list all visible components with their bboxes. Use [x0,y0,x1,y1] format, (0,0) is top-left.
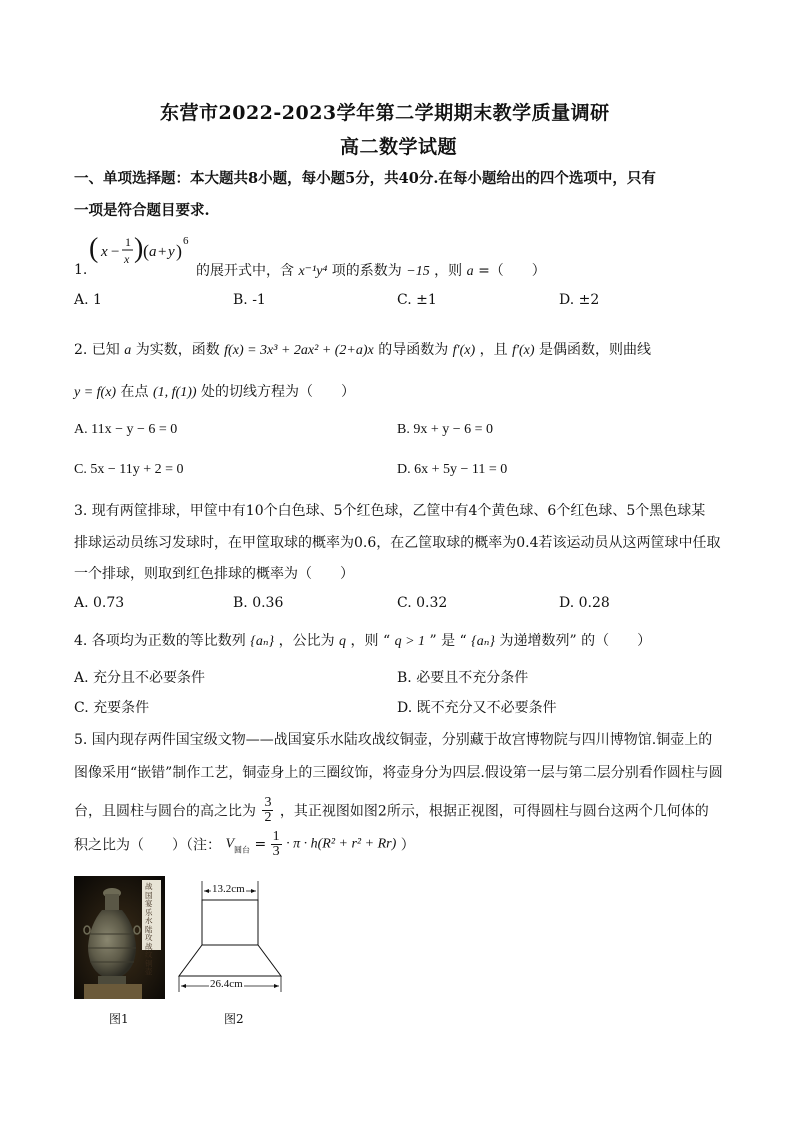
q4-e: 为递增数列” 的（ ） [499,633,652,649]
q1-text-d: =（ ） [478,263,546,279]
q4-q: q [339,634,347,649]
q5-frac-num: 3 [264,795,272,810]
svg-text:x: x [124,252,130,266]
svg-text:x: x [101,244,108,260]
figure-1-caption: 图1 [109,1012,129,1026]
q5-line2: 图像采用“嵌错”制作工艺，铜壶身上的三圈纹饰，将壶身分为四层.假设第一层与第二层分别看作圆柱与圆 [74,765,723,781]
svg-text:): ) [134,233,144,264]
q4-a: 4. 各项均为正数的等比数列 [74,633,246,649]
q1-text-c: ，则 [434,263,463,279]
q1-stem [196,260,546,280]
q1-expression-svg [89,230,193,274]
q4-option-d[interactable]: D. 既不充分又不必要条件 [397,700,557,716]
q2-l2-b: 处的切线方程为（ ） [201,384,355,400]
q2-l1-fp: f′(x) [452,343,476,358]
q1-value: −15 [406,264,430,279]
q3-line3: 一个排球，则取到红色排球的概率为（ ） [74,566,354,582]
q4-b: ，公比为 [278,633,335,649]
q5-l3-a: 台，且圆柱与圆台的高之比为 [74,803,256,820]
q1-term: x⁻¹y⁴ [298,264,328,279]
q4-cond: q > 1 [394,634,426,649]
q2-option-d[interactable]: D. 6x + 5y − 11 = 0 [397,462,508,477]
q4-c: ，则 “ [350,633,391,649]
figure-2-diagram [175,878,285,998]
q4-d: ” 是 “ [429,633,467,649]
q2-option-b[interactable]: B. 9x + y − 6 = 0 [397,422,494,437]
section-heading-line2: 一项是符合题目要求. [74,202,210,219]
q5-fraction [262,796,273,825]
q4-option-a[interactable]: A. 充分且不必要条件 [74,670,206,686]
q3-option-a[interactable]: A. 0.73 [74,595,125,611]
q3-option-b[interactable]: B. 0.36 [233,595,284,611]
q2-option-a[interactable]: A. 11x − y − 6 = 0 [74,422,178,437]
q5-vsym: V [225,836,235,852]
figure-2-top-dimension: 13.2cm [212,883,245,895]
q5-line3 [74,796,709,830]
q2-line1 [74,339,651,359]
svg-text:(: ( [89,233,99,264]
q1-number: 1. [74,262,88,278]
q2-l2-curve: y = f(x) [74,385,117,400]
q3-option-c[interactable]: C. 0.32 [397,595,448,611]
svg-text:6: 6 [183,235,189,247]
page-title: 东营市2022-2023学年第二学期期末教学质量调研 [160,102,610,124]
q5-formula-fraction [271,830,282,859]
q2-l1-fp2: f′(x) [512,343,535,358]
q1-text-b: 项的系数为 [331,263,402,279]
q5-l3-b: ，其正视图如图2所示，根据正视图，可得圆柱与圆台这两个几何体的 [279,803,709,820]
q2-l2-pt: (1, f(1)) [153,385,197,400]
q5-l4-b: ） [400,837,415,854]
section-heading-line1: 一、单项选择题：本大题共8小题，每小题5分，共40分.在每小题给出的四个选项中，只有 [74,170,656,187]
q3-line2: 排球运动员练习发球时，在甲筐取球的概率为0.6，在乙筐取球的概率为0.4若该运动员从这两筐球中任取 [74,535,721,551]
q4-option-c[interactable]: C. 充要条件 [74,700,150,716]
q2-l1-var: a [124,343,132,358]
q3-option-d[interactable]: D. 0.28 [559,595,610,611]
svg-text:−: − [111,244,120,260]
q1-text-a: 的展开式中，含 [196,263,294,279]
q5-formula-num: 1 [272,829,280,844]
q1-option-b[interactable]: B. -1 [233,292,266,308]
q5-line4 [74,830,415,864]
q2-line2 [74,381,355,401]
q5-formula-rest: · π · h(R² + r² + Rr) [286,836,397,852]
q4-seq: {aₙ} [250,634,275,649]
q1-option-c[interactable]: C. ±1 [397,292,437,308]
q1-option-a[interactable]: A. 1 [74,292,102,308]
figure-2-caption: 图2 [224,1012,244,1026]
q1-expression [89,230,193,270]
q4-seq2: {aₙ} [471,634,496,649]
figure-2-bottom-dimension: 26.4cm [210,978,243,990]
q5-formula-eq: = [254,836,271,853]
q5-frac-den: 2 [264,810,272,825]
q5-formula-den: 3 [272,844,280,859]
page-subtitle: 高二数学试题 [340,136,458,158]
q2-l1-c: 的导函数为 [378,342,449,358]
q5-line1: 5. 国内现存两件国宝级文物——战国宴乐水陆攻战纹铜壶，分别藏于故宫博物院与四川博物馆.铜壶上的 [74,732,713,748]
q2-l1-e: 是偶函数，则曲线 [539,342,652,358]
figure-1-photo [74,876,165,999]
svg-text:): ) [176,241,182,261]
q2-l1-a: 2. 已知 [74,342,120,358]
q2-option-c[interactable]: C. 5x − 11y + 2 = 0 [74,462,184,477]
q2-l1-func: f(x) = 3x³ + 2ax² + (2+a)x [224,343,374,358]
svg-text:+: + [158,244,167,260]
q1-var: a [466,264,474,279]
q4-option-b[interactable]: B. 必要且不充分条件 [397,670,529,686]
svg-text:(: ( [143,241,149,261]
q2-l2-a: 在点 [120,384,149,400]
q2-l1-d: ，且 [479,342,508,358]
q5-l4-a: 积之比为（ ）（注： [74,837,221,854]
q4-stem [74,630,651,650]
q3-line1: 3. 现有两筐排球，甲筐中有10个白色球、5个红色球，乙筐中有4个黄色球、6个红色球、5个黑色球某 [74,503,706,519]
q2-l1-b: 为实数，函数 [135,342,220,358]
svg-text:1: 1 [125,235,131,249]
figure-1-label: 战国宴乐水陆攻战纹铜壶 [145,882,153,976]
q1-option-d[interactable]: D. ±2 [559,292,600,308]
svg-text:y: y [168,244,175,260]
q5-vsub: 圆台 [234,845,251,855]
svg-text:a: a [149,244,157,260]
